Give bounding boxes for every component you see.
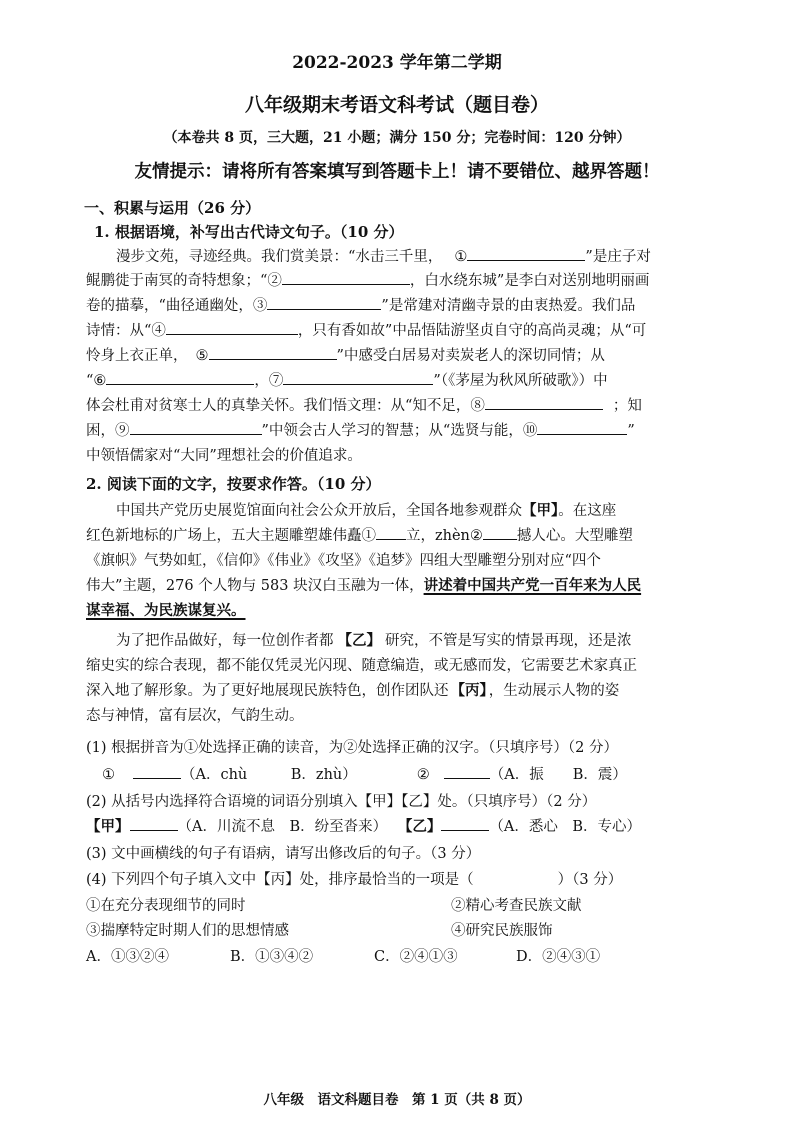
choice-a: A．①③②④ <box>86 949 169 965</box>
exam-title: 八年级期末考语文科考试（题目卷） <box>244 94 549 116</box>
answer-blank <box>376 525 406 540</box>
option-sentence-3: ③揣摩特定时期人们的思想情感 <box>86 923 289 939</box>
q1-line-5 <box>86 345 605 367</box>
q1-text: 怜身上衣正单， <box>86 348 188 364</box>
q1-text: 漫步文苑，寻迹经典。我们赏美景：“水击三千里， <box>116 249 443 265</box>
q1-line-9: 中领悟儒家对“大同”理想社会的价值追求。 <box>86 448 362 464</box>
q1-text: ”中领会古人学习的智慧；从“选贤与能，⑩ <box>261 423 538 439</box>
answer-blank <box>267 295 381 310</box>
q1-text: 卷的描摹，“曲径通幽处，③ <box>86 298 268 314</box>
answer-blank <box>130 420 262 435</box>
passage-text: 立，zhèn② <box>406 528 483 544</box>
blank-marker-yi: 【乙】 <box>405 818 442 835</box>
q2-passage-line <box>116 630 632 652</box>
options-text: （A．振 B．震） <box>489 767 627 783</box>
q1-text: 诗情：从“④ <box>86 323 166 339</box>
q1-line-2 <box>86 270 649 292</box>
q2-sub-3: (3) 文中画横线的句子有语病，请写出修改后的句子。（3 分） <box>86 846 481 862</box>
option-sentence-1: ①在充分表现细节的同时 <box>86 898 246 914</box>
answer-blank <box>282 270 410 285</box>
q1-text: ，⑦ <box>254 373 284 389</box>
q1-line-8 <box>86 420 635 442</box>
option-sentence-4: ④研究民族服饰 <box>451 923 553 939</box>
option-sentence-2: ②精心考查民族文献 <box>451 898 582 914</box>
answer-blank <box>130 816 178 831</box>
q2-passage-line <box>116 500 616 522</box>
answer-blank <box>441 816 489 831</box>
answer-blank <box>106 370 254 385</box>
passage-text: 撼人心。大型雕塑 <box>516 528 633 544</box>
answer-blank <box>444 764 490 779</box>
answer-blank <box>133 764 181 779</box>
school-year: 2022-2023 学年第二学期 <box>292 53 502 73</box>
q2-passage-line <box>86 525 633 547</box>
q1-line-1 <box>116 246 651 268</box>
answer-blank <box>467 246 585 261</box>
options-text: （A．chù B．zhù） <box>181 767 357 783</box>
blank-number: ① <box>454 249 468 265</box>
q1-text: ” <box>627 423 635 439</box>
blank-number: ⑤ <box>195 348 209 364</box>
q1-line-6 <box>86 370 608 392</box>
passage-text: 研究，不管是写实的情景再现，还是浓 <box>385 633 632 649</box>
q2-sub-2: (2) 从括号内选择符合语境的词语分别填入【甲】【乙】处。（只填序号）（2 分） <box>86 794 597 810</box>
passage-text: 深入地了解形象。为了更好地展现民族特色，创作团队还 <box>86 683 449 699</box>
q1-line-4 <box>86 320 646 342</box>
q2-passage-line: 缩史实的综合表现，都不能仅凭灵光闪现、随意编造，或无感而发，它需要艺术家真正 <box>86 658 637 674</box>
answer-blank <box>283 370 433 385</box>
q2-sub-2-options <box>86 816 641 838</box>
q2-title: 2. 阅读下面的文字，按要求作答。（10 分） <box>86 475 381 493</box>
passage-text: ，生动展示人物的姿 <box>488 683 620 699</box>
underlined-sentence: 讲述着中国共产党一百年来为人民 <box>423 577 642 594</box>
q2-sub-1: (1) 根据拼音为①处选择正确的读音，为②处选择正确的汉字。（只填序号）（2 分） <box>86 740 618 756</box>
underlined-sentence: 谋幸福、为民族谋复兴。 <box>86 602 246 619</box>
q1-text: ，只有香如故”中品悟陆游坚贞自守的高尚灵魂；从“可 <box>297 323 647 339</box>
passage-text: 。在这座 <box>558 503 617 519</box>
passage-text: 红色新地标的广场上，五大主题雕塑雄伟矗① <box>86 528 376 544</box>
answer-blank <box>485 395 603 410</box>
exam-info: （本卷共 8 页，三大题，21 小题；满分 150 分；完卷时间：120 分钟） <box>163 130 631 146</box>
item-number: ② <box>416 767 430 783</box>
answer-blank <box>483 525 517 540</box>
choice-d: D．②④③① <box>516 949 601 965</box>
q2-passage-line: 态与神情，富有层次，气韵生动。 <box>86 708 304 724</box>
q1-text: ”（《茅屋为秋风所破歌》）中 <box>433 373 608 389</box>
choice-b: B．①③④② <box>230 949 314 965</box>
answer-blank <box>209 345 337 360</box>
q1-text: ”是常建对清幽寺景的由衷热爱。我们品 <box>381 298 636 314</box>
answer-blank <box>166 320 298 335</box>
q1-text: ”中感受白居易对卖炭老人的深切同情；从 <box>336 348 605 364</box>
q2-passage-line: 《旗帜》气势如虹，《信仰》《伟业》《攻坚》《追梦》四组大型雕塑分别对应“四个 <box>86 553 601 569</box>
choice-c: C．②④①③ <box>374 949 458 965</box>
question-text: (4) 下列四个句子填入文中【丙】处，排序最恰当的一项是（ <box>86 872 474 888</box>
q1-text: 鲲鹏徙于南冥的奇特想象；“② <box>86 273 282 289</box>
q2-sub-4 <box>86 869 622 891</box>
item-number: ① <box>102 767 115 783</box>
q1-title: 1. 根据语境，补写出古代诗文句子。（10 分） <box>94 223 404 241</box>
q1-text: ；知 <box>612 398 642 414</box>
section-1-title: 一、积累与运用（26 分） <box>84 199 261 217</box>
passage-text: 伟大”主题，276 个人物与 583 块汉白玉融为一体， <box>86 578 424 594</box>
q1-text: 体会杜甫对贫寒士人的真挚关怀。我们悟文理：从“知不足，⑧ <box>86 398 485 414</box>
answer-blank <box>537 420 627 435</box>
blank-marker-bing: 【丙】 <box>450 682 487 699</box>
q1-line-7 <box>86 395 642 417</box>
q1-line-3 <box>86 295 635 317</box>
q1-text: ”是庄子对 <box>585 249 651 265</box>
passage-text: 为了把作品做好，每一位创作者都 <box>116 633 334 649</box>
blank-marker-yi: 【乙】 <box>337 632 381 649</box>
q1-text: ，白水绕东城”是李白对送别地明丽画 <box>409 273 650 289</box>
q1-text: “⑥ <box>86 373 107 389</box>
options-text: （A．川流不息 B．纷至沓来） <box>177 819 388 835</box>
passage-text: 中国共产党历史展览馆面向社会公众开放后，全国各地参观群众 <box>116 503 522 519</box>
q1-text: 困，⑨ <box>86 423 130 439</box>
question-text: ）（3 分） <box>557 872 623 888</box>
q2-passage-line <box>86 680 619 702</box>
blank-marker-jia: 【甲】 <box>522 502 559 519</box>
options-text: （A．悉心 B．专心） <box>489 819 642 835</box>
q2-passage-line <box>86 600 246 622</box>
q2-passage-line <box>86 575 641 597</box>
blank-marker-jia: 【甲】 <box>86 818 130 835</box>
q2-sub-1-options <box>102 764 627 786</box>
page-footer: 八年级 语文科题目卷 第 1 页（共 8 页） <box>263 1092 531 1108</box>
friendly-tip: 友情提示：请将所有答案填写到答题卡上！请不要错位、越界答题！ <box>134 162 660 182</box>
